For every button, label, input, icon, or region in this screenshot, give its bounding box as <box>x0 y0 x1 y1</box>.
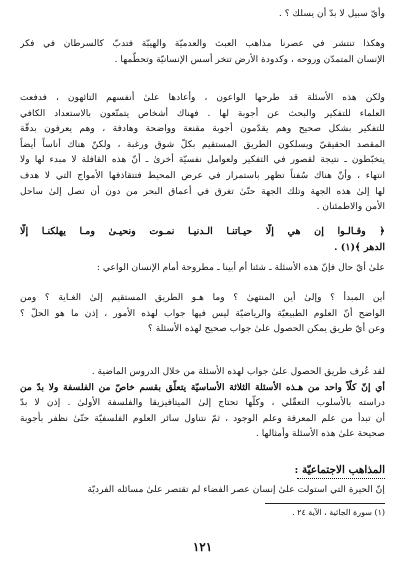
paragraph-section-start <box>20 482 385 498</box>
text-line: وأيّ سبيل لا بدّ أن يسلك ؟ . <box>278 8 385 19</box>
quranic-quote <box>20 224 385 255</box>
paragraph-conscious-human <box>20 260 385 276</box>
paragraph-core-questions <box>20 290 385 337</box>
section-heading: المذاهب الاجتماعيّة : <box>294 464 385 476</box>
text-line: يتخبّطون ـ نتيجة لقصور في التفكير ولعوامل نفسيّة أخرىٰ ـ أنّ هذه القافلة لا مبدء لها ولا <box>20 154 385 166</box>
text-line: أي إنّ كلّاً واحد من هـذه الأسئلة الثلاثة الأساسيّة يتعلّق بقسم خاصّ من الفلسفة ولا بدّ من <box>20 381 385 393</box>
paragraph-questions-context <box>20 90 385 215</box>
text-line: انتهاء ، وأنّ هناك سُفناً تظهر باستمرار في عرض المحيط فتتقاذفها الأمواج التي لا هدف <box>20 169 385 181</box>
page-number: ١٢١ <box>192 540 213 554</box>
quote-line: ﴿ وقـالـوا إن هي إلّا حيـاتنـا الـدنيـا نمـوت ونحيـىٰ ومـا يهلكنـا إلّا <box>20 226 385 237</box>
text-line: العلماء للتفكير والبحث عن أجوبة لها . فهناك أشخاص يتمتّعون بالاستعداد الكافي <box>20 107 385 119</box>
footnote-separator <box>265 503 385 504</box>
text-line: للتفكير بشكل صحيح وهم يقدّمون أجوبة مقنعة وواضحة وهادفة ، وهم يعرفون بدقّة <box>20 123 385 135</box>
text-line: دراسته بالأسلوب التعقّلي ، وكلّها تحتاج إلىٰ الميتافيزيقا والفلسفة الأولىٰ . إذن لا بدّ <box>20 397 385 409</box>
text-line: إنّ الحيرة التي استولت علىٰ إنسان عصر الفضاء لم تقتصر علىٰ مسائله الفرديّة <box>87 484 385 495</box>
paragraph-answer-path <box>20 364 385 442</box>
text-line: أن تبدأ من علم المعرفة وعلم الوجود ، ثمّ نتناول سائر العلوم الفلسفيّة حتّىٰ نظفر بأجوبة <box>20 412 385 424</box>
text-line: وهكذا تنتشر في عصرنا مذاهب العبث والعدميّة والهيبّة فتدبّ كالسرطان في فكر <box>20 38 385 49</box>
text-line: أين المبدأ ؟ وإلىٰ أين المنتهىٰ ؟ وما هـو الطريق المستقيم إلىٰ الغـاية ؟ ومن <box>20 292 385 303</box>
text-line: الأمن والاطمئنان . <box>316 201 385 213</box>
footnote: (١) سورة الجاثية ، الآية ٢٤ . <box>292 508 385 517</box>
quote-line: الدهر ﴾(١) . <box>334 241 385 253</box>
heading-underline <box>297 478 385 479</box>
text-line: وعن أيّ طريق يمكن الحصول علىٰ جواب صحيح لهذه الأسئلة ؟ <box>147 323 385 335</box>
text-line: المقصد الحقيقيّ ويسلكون الطريق المستقيم بكلّ شوق ورغبة ، ولكنّ هناك أناساً أيضاً <box>20 138 385 150</box>
text-line: علىٰ أيّ حال فإنّ هذه الأسئلة ـ شئنا أم أبينا ـ مطروحة أمام الإنسان الواعي : <box>96 262 385 273</box>
text-line: لقد عُرف طريق الحصول علىٰ جواب لهذه الأسئلة من خلال الدروس الماضية . <box>91 366 385 377</box>
text-line: الإنسان المتمدّن وروحه ، وكدودة الأرض تنخر أسس الإنسانيّة وتحطّمها . <box>114 53 385 65</box>
paragraph-absurdism <box>20 36 385 67</box>
text-line: ولكن هذه الأسئلة قد طرحها الواعون ، وأعادها علىٰ أنفسهم التائهون ، فدفعت <box>20 92 385 103</box>
text-line: لها إلىٰ هذه الجهة وتلك الجهة حتّىٰ تغرق في أعماق البحر من دون أن تصل إلىٰ ساحل <box>20 185 385 197</box>
text-line: صحيحة علىٰ هذه الأسئلة وأمثالها . <box>255 428 385 440</box>
text-line: الواضح أنّ العلوم الطبيعيّة والرياضيّة ليس فيها جواب لهذه الأمور ، إذن ما هو الحلّ ؟ <box>20 307 385 319</box>
paragraph-intro-end <box>20 6 385 22</box>
